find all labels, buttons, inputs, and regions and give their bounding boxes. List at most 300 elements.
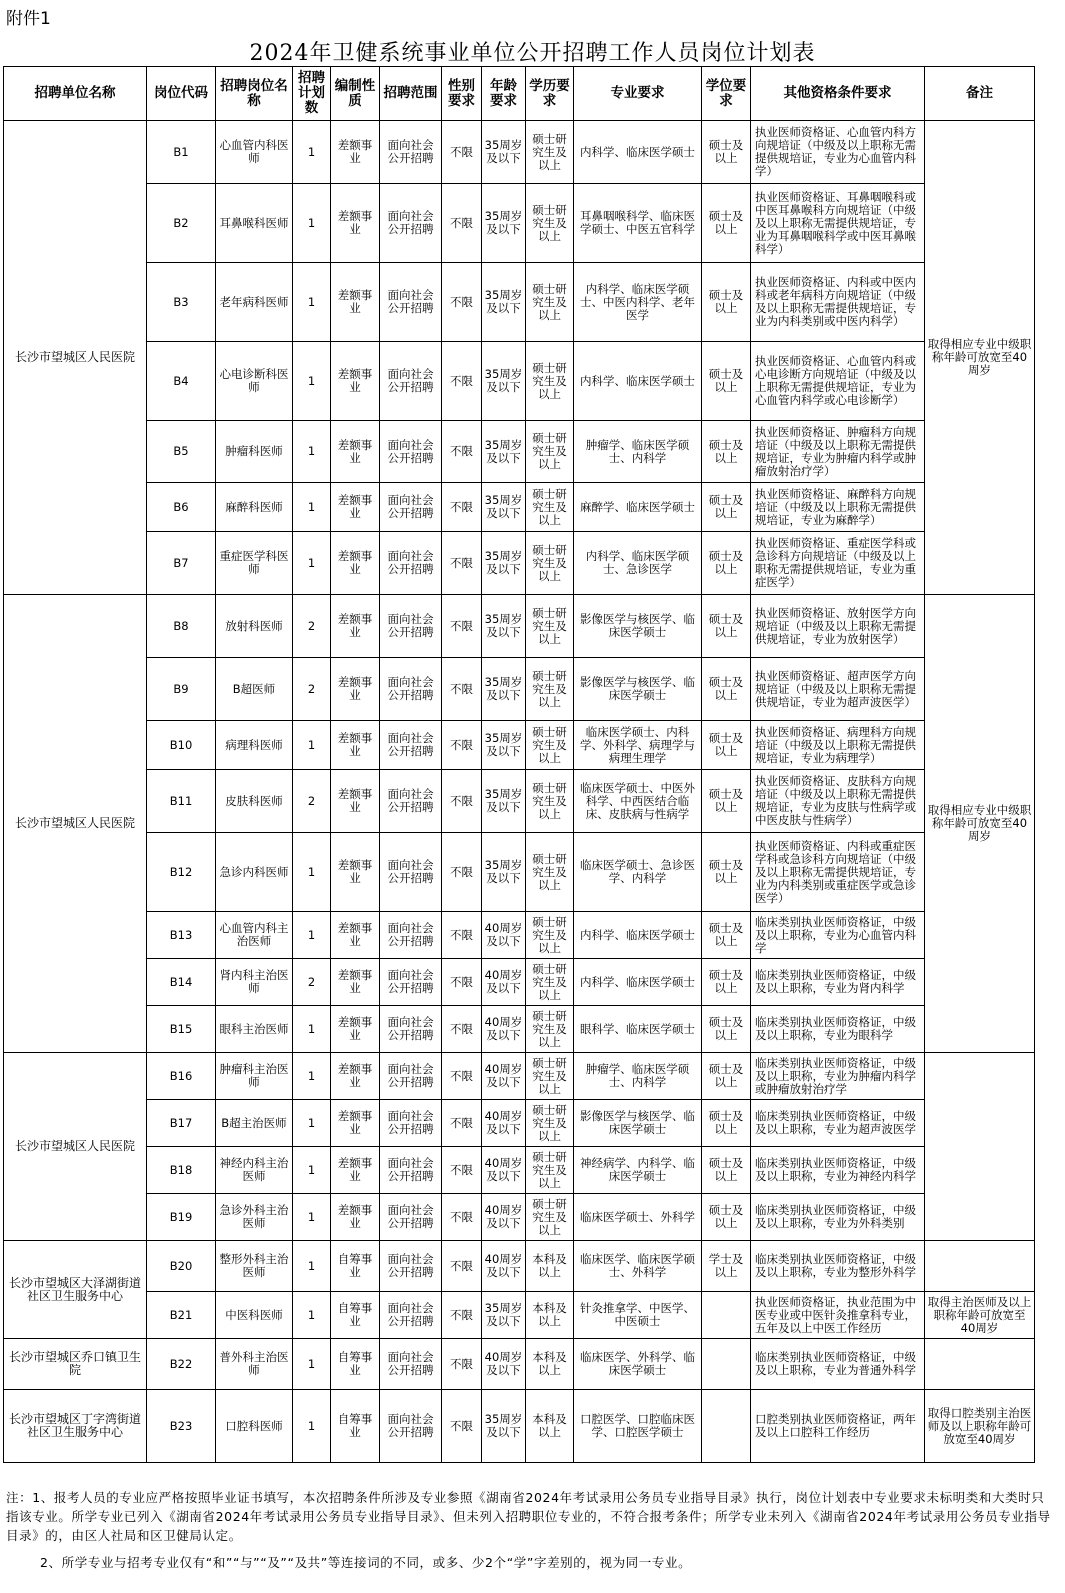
gender-cell: 不限: [442, 959, 482, 1006]
remark-cell: 取得相应专业中级职称年龄可放宽至40周岁: [925, 595, 1035, 1053]
age-cell: 35周岁及以下: [482, 532, 526, 595]
age-cell: 35周岁及以下: [482, 121, 526, 184]
degree-cell: 硕士及以上: [702, 532, 751, 595]
type-cell: 差额事业: [331, 421, 380, 483]
major-cell: 内科学、临床医学硕士、中医内科学、老年医学: [574, 263, 702, 342]
type-cell: 差额事业: [331, 1147, 380, 1194]
code-cell: B18: [147, 1147, 216, 1194]
other-cell: 执业医师资格证、内科或重症医学科或急诊科方向规培证（中级及以上职称无需提供规培证，专业为内科类别或重症医学或急诊医学）: [751, 833, 925, 912]
scope-cell: 面向社会公开招聘: [380, 721, 442, 770]
age-cell: 40周岁及以下: [482, 1339, 526, 1390]
code-cell: B10: [147, 721, 216, 770]
scope-cell: 面向社会公开招聘: [380, 1339, 442, 1390]
degree-cell: 硕士及以上: [702, 263, 751, 342]
header-scope: 招聘范围: [380, 67, 442, 121]
degree-cell: 硕士及以上: [702, 1147, 751, 1194]
count-cell: 1: [293, 721, 331, 770]
major-cell: 肿瘤学、临床医学硕士、内科学: [574, 421, 702, 483]
edu-cell: 本科及以上: [526, 1241, 574, 1292]
remark-cell: 取得主治医师及以上职称年龄可放宽至40周岁: [925, 1292, 1035, 1339]
table-body: [4, 121, 1035, 1463]
code-cell: B11: [147, 770, 216, 833]
count-cell: 2: [293, 658, 331, 721]
post-cell: 病理科医师: [216, 721, 293, 770]
gender-cell: 不限: [442, 912, 482, 959]
other-cell: 执业医师资格证、超声医学方向规培证（中级及以上职称无需提供规培证，专业为超声波医学）: [751, 658, 925, 721]
table-row: [4, 912, 1035, 959]
edu-cell: 硕士研究生及以上: [526, 1147, 574, 1194]
table-row: [4, 770, 1035, 833]
degree-cell: 硕士及以上: [702, 959, 751, 1006]
edu-cell: 硕士研究生及以上: [526, 833, 574, 912]
table-row: [4, 121, 1035, 184]
code-cell: B15: [147, 1006, 216, 1053]
major-cell: 内科学、临床医学硕士、急诊医学: [574, 532, 702, 595]
edu-cell: 硕士研究生及以上: [526, 421, 574, 483]
post-cell: 心电诊断科医师: [216, 342, 293, 421]
count-cell: 1: [293, 1053, 331, 1100]
age-cell: 35周岁及以下: [482, 421, 526, 483]
age-cell: 40周岁及以下: [482, 912, 526, 959]
note-2: 2、所学专业与招考专业仅有“和”“与”“及”“及共”等连接词的不同，或多、少2个“学”字差别的，视为同一专业。: [40, 1555, 692, 1570]
other-cell: 临床类别执业医师资格证，中级及以上职称，专业为心血管内科学: [751, 912, 925, 959]
major-cell: 临床医学、临床医学硕士、外科学: [574, 1241, 702, 1292]
degree-cell: 硕士及以上: [702, 595, 751, 658]
major-cell: 临床医学硕士、外科学: [574, 1194, 702, 1241]
gender-cell: 不限: [442, 1390, 482, 1463]
notes: [6, 1488, 1056, 1572]
degree-cell: 硕士及以上: [702, 483, 751, 532]
degree-cell: 硕士及以上: [702, 770, 751, 833]
degree-cell: 硕士及以上: [702, 184, 751, 263]
count-cell: 1: [293, 532, 331, 595]
scope-cell: 面向社会公开招聘: [380, 263, 442, 342]
age-cell: 35周岁及以下: [482, 770, 526, 833]
post-cell: 心血管内科主治医师: [216, 912, 293, 959]
post-cell: B超主治医师: [216, 1100, 293, 1147]
code-cell: B19: [147, 1194, 216, 1241]
major-cell: 影像医学与核医学、临床医学硕士: [574, 658, 702, 721]
degree-cell: 硕士及以上: [702, 912, 751, 959]
post-cell: 眼科主治医师: [216, 1006, 293, 1053]
count-cell: 2: [293, 959, 331, 1006]
age-cell: 40周岁及以下: [482, 1053, 526, 1100]
age-cell: 40周岁及以下: [482, 959, 526, 1006]
post-cell: 老年病科医师: [216, 263, 293, 342]
major-cell: 口腔医学、口腔临床医学、口腔医学硕士: [574, 1390, 702, 1463]
degree-cell: 硕士及以上: [702, 342, 751, 421]
table-row: [4, 658, 1035, 721]
gender-cell: 不限: [442, 721, 482, 770]
document-title: 2024年卫健系统事业单位公开招聘工作人员岗位计划表: [249, 41, 816, 66]
type-cell: 差额事业: [331, 721, 380, 770]
other-cell: 口腔类别执业医师资格证，两年及以上口腔科工作经历: [751, 1390, 925, 1463]
note-1: 注：1、报考人员的专业应严格按照毕业证书填写，本次招聘条件所涉及专业参照《湖南省2024年考试录用公务员专业指导目录》执行，岗位计划表中专业要求未标明类和大类时只指该专业。所学专业已列入《湖南省2024年考试录用公务员专业指导目录》、但未列入招聘职位专业的，不符合报考条件；所学专业未列入《湖南省2024年考试录用公务员专业指导目录》的，由区人社局和区卫健局认定。: [6, 1490, 1051, 1543]
major-cell: 影像医学与核医学、临床医学硕士: [574, 595, 702, 658]
gender-cell: 不限: [442, 483, 482, 532]
degree-cell: 硕士及以上: [702, 1100, 751, 1147]
attachment-label: 附件1: [6, 9, 51, 29]
other-cell: 执业医师资格证、皮肤科方向规培证（中级及以上职称无需提供规培证，专业为皮肤与性病学或中医皮肤与性病学）: [751, 770, 925, 833]
post-cell: 急诊外科主治医师: [216, 1194, 293, 1241]
type-cell: 自筹事业: [331, 1339, 380, 1390]
table-row: [4, 721, 1035, 770]
remark-cell: [925, 1053, 1035, 1241]
table-row: [4, 421, 1035, 483]
header-edu: 学历要求: [526, 67, 574, 121]
post-cell: 肾内科主治医师: [216, 959, 293, 1006]
age-cell: 40周岁及以下: [482, 1241, 526, 1292]
count-cell: 1: [293, 1292, 331, 1339]
count-cell: 1: [293, 342, 331, 421]
table-row: [4, 342, 1035, 421]
code-cell: B6: [147, 483, 216, 532]
scope-cell: 面向社会公开招聘: [380, 1390, 442, 1463]
other-cell: 执业医师资格证、心血管内科或心电诊断方向规培证（中级及以上职称无需提供规培证，专业为心血管内科学或心电诊断学）: [751, 342, 925, 421]
remark-cell: [925, 1339, 1035, 1390]
header-post: 招聘岗位名称: [216, 67, 293, 121]
code-cell: B7: [147, 532, 216, 595]
table-row: [4, 532, 1035, 595]
gender-cell: 不限: [442, 342, 482, 421]
type-cell: 差额事业: [331, 342, 380, 421]
degree-cell: [702, 1339, 751, 1390]
code-cell: B13: [147, 912, 216, 959]
edu-cell: 硕士研究生及以上: [526, 770, 574, 833]
code-cell: B1: [147, 121, 216, 184]
table-row: [4, 833, 1035, 912]
header-code: 岗位代码: [147, 67, 216, 121]
type-cell: 差额事业: [331, 833, 380, 912]
unit-name-cell: 长沙市望城区大泽湖街道社区卫生服务中心: [4, 1241, 147, 1339]
gender-cell: 不限: [442, 184, 482, 263]
count-cell: 1: [293, 121, 331, 184]
post-cell: 普外科主治医师: [216, 1339, 293, 1390]
major-cell: 影像医学与核医学、临床医学硕士: [574, 1100, 702, 1147]
header-remark: 备注: [925, 67, 1035, 121]
major-cell: 内科学、临床医学硕士: [574, 959, 702, 1006]
scope-cell: 面向社会公开招聘: [380, 1006, 442, 1053]
type-cell: 差额事业: [331, 959, 380, 1006]
type-cell: 自筹事业: [331, 1390, 380, 1463]
age-cell: 40周岁及以下: [482, 1006, 526, 1053]
edu-cell: 硕士研究生及以上: [526, 1053, 574, 1100]
type-cell: 差额事业: [331, 483, 380, 532]
major-cell: 麻醉学、临床医学硕士: [574, 483, 702, 532]
scope-cell: 面向社会公开招聘: [380, 184, 442, 263]
age-cell: 40周岁及以下: [482, 1194, 526, 1241]
remark-cell: [925, 1241, 1035, 1292]
other-cell: 执业医师资格证、心血管内科方向规培证（中级及以上职称无需提供规培证，专业为心血管内科学）: [751, 121, 925, 184]
edu-cell: 硕士研究生及以上: [526, 595, 574, 658]
scope-cell: 面向社会公开招聘: [380, 833, 442, 912]
gender-cell: 不限: [442, 421, 482, 483]
edu-cell: 硕士研究生及以上: [526, 721, 574, 770]
degree-cell: 硕士及以上: [702, 721, 751, 770]
scope-cell: 面向社会公开招聘: [380, 658, 442, 721]
scope-cell: 面向社会公开招聘: [380, 595, 442, 658]
table-row: [4, 1194, 1035, 1241]
edu-cell: 硕士研究生及以上: [526, 342, 574, 421]
unit-name-cell: 长沙市望城区人民医院: [4, 1053, 147, 1241]
degree-cell: 硕士及以上: [702, 1006, 751, 1053]
count-cell: 1: [293, 833, 331, 912]
edu-cell: 硕士研究生及以上: [526, 483, 574, 532]
edu-cell: 硕士研究生及以上: [526, 912, 574, 959]
table-row: [4, 1100, 1035, 1147]
major-cell: 耳鼻咽喉科学、临床医学硕士、中医五官科学: [574, 184, 702, 263]
gender-cell: 不限: [442, 1053, 482, 1100]
code-cell: B14: [147, 959, 216, 1006]
post-cell: 整形外科主治医师: [216, 1241, 293, 1292]
age-cell: 40周岁及以下: [482, 1147, 526, 1194]
code-cell: B23: [147, 1390, 216, 1463]
table-row: [4, 1292, 1035, 1339]
major-cell: 临床医学硕士、急诊医学、内科学: [574, 833, 702, 912]
gender-cell: 不限: [442, 1100, 482, 1147]
gender-cell: 不限: [442, 1194, 482, 1241]
unit-name-cell: 长沙市望城区乔口镇卫生院: [4, 1339, 147, 1390]
scope-cell: 面向社会公开招聘: [380, 342, 442, 421]
edu-cell: 硕士研究生及以上: [526, 1194, 574, 1241]
table-row: [4, 1390, 1035, 1463]
post-cell: 口腔科医师: [216, 1390, 293, 1463]
type-cell: 差额事业: [331, 1194, 380, 1241]
age-cell: 35周岁及以下: [482, 184, 526, 263]
scope-cell: 面向社会公开招聘: [380, 1292, 442, 1339]
age-cell: 40周岁及以下: [482, 1100, 526, 1147]
gender-cell: 不限: [442, 1147, 482, 1194]
code-cell: B8: [147, 595, 216, 658]
count-cell: 1: [293, 1241, 331, 1292]
table-row: [4, 959, 1035, 1006]
header-degree: 学位要求: [702, 67, 751, 121]
count-cell: 2: [293, 595, 331, 658]
degree-cell: 硕士及以上: [702, 1194, 751, 1241]
unit-name-cell: 长沙市望城区人民医院: [4, 121, 147, 595]
major-cell: 眼科学、临床医学硕士: [574, 1006, 702, 1053]
gender-cell: 不限: [442, 595, 482, 658]
major-cell: 神经病学、内科学、临床医学硕士: [574, 1147, 702, 1194]
scope-cell: 面向社会公开招聘: [380, 1241, 442, 1292]
other-cell: 临床类别执业医师资格证，中级及以上职称，专业为外科类别: [751, 1194, 925, 1241]
other-cell: 执业医师资格证、病理科方向规培证（中级及以上职称无需提供规培证，专业为病理学）: [751, 721, 925, 770]
gender-cell: 不限: [442, 1241, 482, 1292]
scope-cell: 面向社会公开招聘: [380, 483, 442, 532]
table-row: [4, 1339, 1035, 1390]
degree-cell: 硕士及以上: [702, 421, 751, 483]
table-row: [4, 483, 1035, 532]
gender-cell: 不限: [442, 1006, 482, 1053]
other-cell: 临床类别执业医师资格证，中级及以上职称，专业为眼科学: [751, 1006, 925, 1053]
type-cell: 差额事业: [331, 1006, 380, 1053]
major-cell: 针灸推拿学、中医学、中医硕士: [574, 1292, 702, 1339]
table-row: [4, 263, 1035, 342]
code-cell: B12: [147, 833, 216, 912]
age-cell: 35周岁及以下: [482, 263, 526, 342]
edu-cell: 硕士研究生及以上: [526, 959, 574, 1006]
age-cell: 35周岁及以下: [482, 342, 526, 421]
type-cell: 自筹事业: [331, 1292, 380, 1339]
gender-cell: 不限: [442, 121, 482, 184]
count-cell: 1: [293, 483, 331, 532]
table-row: [4, 184, 1035, 263]
edu-cell: 硕士研究生及以上: [526, 658, 574, 721]
major-cell: 临床医学硕士、中医外科学、中西医结合临床、皮肤病与性病学: [574, 770, 702, 833]
count-cell: 2: [293, 770, 331, 833]
table-row: [4, 595, 1035, 658]
header-row: [4, 67, 1035, 121]
age-cell: 35周岁及以下: [482, 658, 526, 721]
post-cell: 重症医学科医师: [216, 532, 293, 595]
scope-cell: 面向社会公开招聘: [380, 121, 442, 184]
gender-cell: 不限: [442, 263, 482, 342]
count-cell: 1: [293, 912, 331, 959]
post-cell: 皮肤科医师: [216, 770, 293, 833]
header-type: 编制性质: [331, 67, 380, 121]
code-cell: B22: [147, 1339, 216, 1390]
type-cell: 差额事业: [331, 1100, 380, 1147]
scope-cell: 面向社会公开招聘: [380, 1194, 442, 1241]
edu-cell: 硕士研究生及以上: [526, 263, 574, 342]
scope-cell: 面向社会公开招聘: [380, 1147, 442, 1194]
degree-cell: 硕士及以上: [702, 833, 751, 912]
count-cell: 1: [293, 1100, 331, 1147]
scope-cell: 面向社会公开招聘: [380, 912, 442, 959]
header-unit: 招聘单位名称: [4, 67, 147, 121]
age-cell: 35周岁及以下: [482, 1292, 526, 1339]
post-cell: 中医科医师: [216, 1292, 293, 1339]
post-cell: 急诊内科医师: [216, 833, 293, 912]
header-age: 年龄要求: [482, 67, 526, 121]
type-cell: 差额事业: [331, 263, 380, 342]
header-gender: 性别要求: [442, 67, 482, 121]
count-cell: 1: [293, 1390, 331, 1463]
major-cell: 临床医学硕士、内科学、外科学、病理学与病理生理学: [574, 721, 702, 770]
edu-cell: 硕士研究生及以上: [526, 1006, 574, 1053]
type-cell: 差额事业: [331, 532, 380, 595]
scope-cell: 面向社会公开招聘: [380, 421, 442, 483]
count-cell: 1: [293, 1339, 331, 1390]
other-cell: 执业医师资格证、放射医学方向规培证（中级及以上职称无需提供规培证，专业为放射医学）: [751, 595, 925, 658]
gender-cell: 不限: [442, 1292, 482, 1339]
code-cell: B21: [147, 1292, 216, 1339]
edu-cell: 本科及以上: [526, 1339, 574, 1390]
degree-cell: 硕士及以上: [702, 1053, 751, 1100]
code-cell: B4: [147, 342, 216, 421]
other-cell: 执业医师资格证、耳鼻咽喉科或中医耳鼻喉科方向规培证（中级及以上职称无需提供规培证，专业为耳鼻咽喉科学或中医耳鼻喉科学）: [751, 184, 925, 263]
edu-cell: 本科及以上: [526, 1292, 574, 1339]
code-cell: B2: [147, 184, 216, 263]
remark-cell: 取得口腔类别主治医师及以上职称年龄可放宽至40周岁: [925, 1390, 1035, 1463]
unit-name-cell: 长沙市望城区人民医院: [4, 595, 147, 1053]
post-cell: 肿瘤科医师: [216, 421, 293, 483]
edu-cell: 本科及以上: [526, 1390, 574, 1463]
post-cell: 神经内科主治医师: [216, 1147, 293, 1194]
other-cell: 执业医师资格证、肿瘤科方向规培证（中级及以上职称无需提供规培证，专业为肿瘤内科学或肿瘤放射治疗学）: [751, 421, 925, 483]
age-cell: 35周岁及以下: [482, 721, 526, 770]
table-row: [4, 1241, 1035, 1292]
unit-name-cell: 长沙市望城区丁字湾街道社区卫生服务中心: [4, 1390, 147, 1463]
other-cell: 临床类别执业医师资格证，中级及以上职称，专业为肿瘤内科学或肿瘤放射治疗学: [751, 1053, 925, 1100]
type-cell: 差额事业: [331, 595, 380, 658]
major-cell: 内科学、临床医学硕士: [574, 342, 702, 421]
count-cell: 1: [293, 1006, 331, 1053]
edu-cell: 硕士研究生及以上: [526, 121, 574, 184]
type-cell: 差额事业: [331, 184, 380, 263]
header-major: 专业要求: [574, 67, 702, 121]
code-cell: B3: [147, 263, 216, 342]
other-cell: 执业医师资格证、内科或中医内科或老年病科方向规培证（中级及以上职称无需提供规培证，专业为内科类别或中医内科学）: [751, 263, 925, 342]
type-cell: 差额事业: [331, 658, 380, 721]
table-row: [4, 1006, 1035, 1053]
post-cell: 肿瘤科主治医师: [216, 1053, 293, 1100]
age-cell: 35周岁及以下: [482, 595, 526, 658]
header-other: 其他资格条件要求: [751, 67, 925, 121]
other-cell: 临床类别执业医师资格证，中级及以上职称，专业为超声波医学: [751, 1100, 925, 1147]
post-cell: B超医师: [216, 658, 293, 721]
count-cell: 1: [293, 184, 331, 263]
remark-cell: 取得相应专业中级职称年龄可放宽至40周岁: [925, 121, 1035, 595]
scope-cell: 面向社会公开招聘: [380, 1053, 442, 1100]
major-cell: 肿瘤学、临床医学硕士、内科学: [574, 1053, 702, 1100]
post-cell: 麻醉科医师: [216, 483, 293, 532]
table-row: [4, 1147, 1035, 1194]
header-count: 招聘计划数: [293, 67, 331, 121]
other-cell: 临床类别执业医师资格证，中级及以上职称，专业为整形外科学: [751, 1241, 925, 1292]
age-cell: 35周岁及以下: [482, 483, 526, 532]
recruitment-plan-table: [3, 66, 1035, 1463]
other-cell: 临床类别执业医师资格证，中级及以上职称，专业为肾内科学: [751, 959, 925, 1006]
code-cell: B17: [147, 1100, 216, 1147]
other-cell: 执业医师资格证，执业范围为中医专业或中医针灸推拿科专业，五年及以上中医工作经历: [751, 1292, 925, 1339]
code-cell: B5: [147, 421, 216, 483]
type-cell: 差额事业: [331, 1053, 380, 1100]
major-cell: 内科学、临床医学硕士: [574, 121, 702, 184]
other-cell: 临床类别执业医师资格证，中级及以上职称，专业为神经内科学: [751, 1147, 925, 1194]
count-cell: 1: [293, 263, 331, 342]
type-cell: 自筹事业: [331, 1241, 380, 1292]
degree-cell: [702, 1292, 751, 1339]
scope-cell: 面向社会公开招聘: [380, 770, 442, 833]
post-cell: 耳鼻喉科医师: [216, 184, 293, 263]
table-row: [4, 1053, 1035, 1100]
type-cell: 差额事业: [331, 912, 380, 959]
age-cell: 35周岁及以下: [482, 1390, 526, 1463]
degree-cell: 硕士及以上: [702, 658, 751, 721]
edu-cell: 硕士研究生及以上: [526, 532, 574, 595]
gender-cell: 不限: [442, 833, 482, 912]
other-cell: 执业医师资格证、麻醉科方向规培证（中级及以上职称无需提供规培证，专业为麻醉学）: [751, 483, 925, 532]
gender-cell: 不限: [442, 1339, 482, 1390]
major-cell: 临床医学、外科学、临床医学硕士: [574, 1339, 702, 1390]
gender-cell: 不限: [442, 658, 482, 721]
count-cell: 1: [293, 421, 331, 483]
edu-cell: 硕士研究生及以上: [526, 1100, 574, 1147]
edu-cell: 硕士研究生及以上: [526, 184, 574, 263]
degree-cell: [702, 1390, 751, 1463]
type-cell: 差额事业: [331, 121, 380, 184]
gender-cell: 不限: [442, 532, 482, 595]
post-cell: 心血管内科医师: [216, 121, 293, 184]
other-cell: 临床类别执业医师资格证，中级及以上职称，专业为普通外科学: [751, 1339, 925, 1390]
post-cell: 放射科医师: [216, 595, 293, 658]
degree-cell: 学士及以上: [702, 1241, 751, 1292]
code-cell: B16: [147, 1053, 216, 1100]
gender-cell: 不限: [442, 770, 482, 833]
age-cell: 35周岁及以下: [482, 833, 526, 912]
major-cell: 内科学、临床医学硕士: [574, 912, 702, 959]
